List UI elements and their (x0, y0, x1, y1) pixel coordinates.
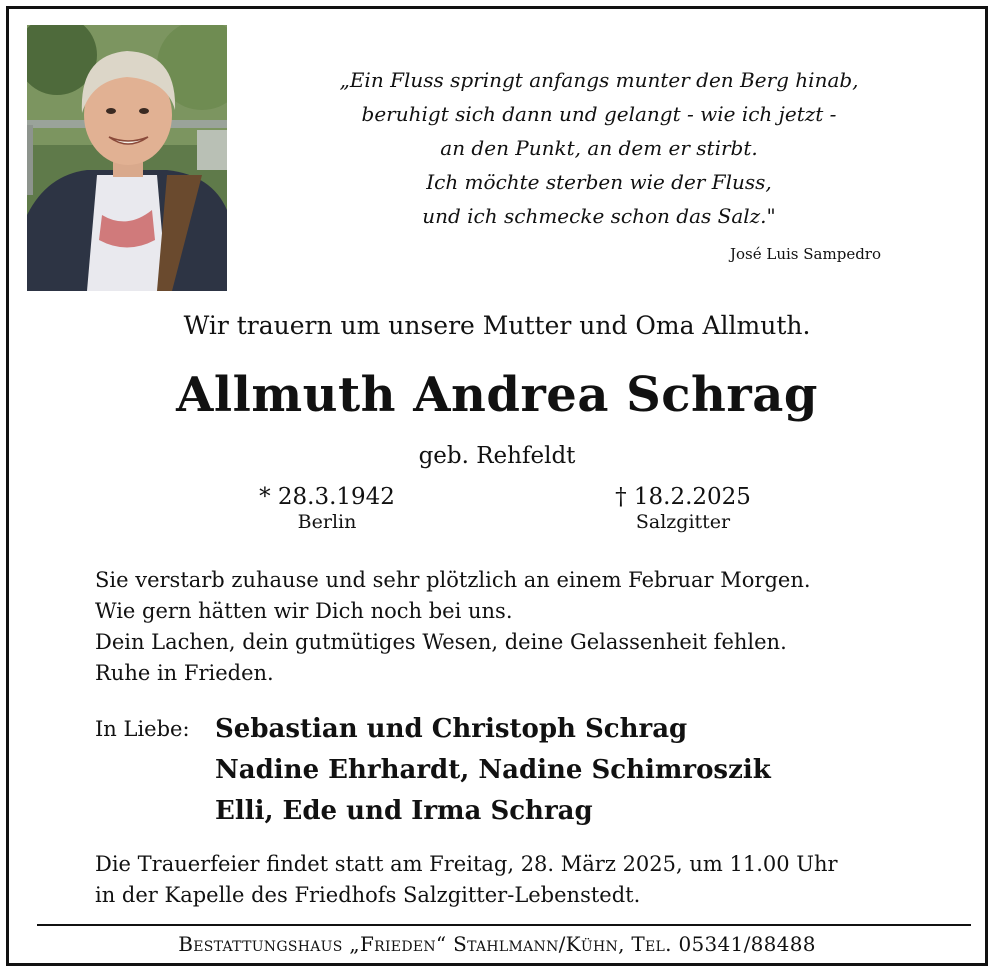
quote-line: „Ein Fluss springt anfangs munter den Berg hinab, (339, 68, 859, 92)
death-place: Salzgitter (635, 511, 731, 533)
death-date: † 18.2.2025 (615, 484, 751, 510)
birth-place: Berlin (297, 511, 357, 533)
funeral-home: Bestattungshaus „Frieden“ Stahlmann/Kühn, Tel. 05341/88488 (178, 932, 816, 956)
mourning-line: Wir trauern um unsere Mutter und Oma Allmuth. (183, 311, 811, 340)
quote-line: Ich möchte sterben wie der Fluss, (426, 170, 772, 194)
text-line: Wie gern hätten wir Dich noch bei uns. (95, 599, 513, 623)
ceremony-line: in der Kapelle des Friedhofs Salzgitter-Lebenstedt. (95, 883, 641, 907)
family-name: Nadine Ehrhardt, Nadine Schimroszik (215, 755, 771, 785)
text-line: Dein Lachen, dein gutmütiges Wesen, deine Gelassenheit fehlen. (95, 630, 787, 654)
birth-name: geb. Rehfeldt (418, 443, 576, 469)
family-name: Sebastian und Christoph Schrag (215, 714, 688, 744)
ceremony-line: Die Trauerfeier findet statt am Freitag, 28. März 2025, um 11.00 Uhr (95, 852, 838, 876)
family-names (215, 709, 771, 832)
quote-line: an den Punkt, an dem er stirbt. (440, 136, 758, 160)
quote-author: José Luis Sampedro (730, 245, 881, 263)
portrait-photo (27, 25, 227, 291)
quote-line: beruhigt sich dann und gelangt - wie ich jetzt - (361, 102, 837, 126)
deceased-name: Allmuth Andrea Schrag (176, 367, 818, 423)
birth-date: * 28.3.1942 (259, 484, 395, 510)
portrait-image (27, 25, 227, 291)
family-name: Elli, Ede und Irma Schrag (215, 796, 593, 826)
text-line: Sie verstarb zuhause und sehr plötzlich an einem Februar Morgen. (95, 568, 811, 592)
quote-line: und ich schmecke schon das Salz." (422, 204, 776, 228)
ceremony-info (95, 849, 838, 911)
birth-block (237, 483, 417, 533)
text-line: Ruhe in Frieden. (95, 661, 274, 685)
divider (37, 924, 971, 926)
quote (259, 63, 939, 233)
death-block (593, 483, 773, 533)
obituary-frame (6, 6, 988, 966)
family-label: In Liebe: (95, 717, 190, 741)
obituary-text (95, 565, 955, 689)
